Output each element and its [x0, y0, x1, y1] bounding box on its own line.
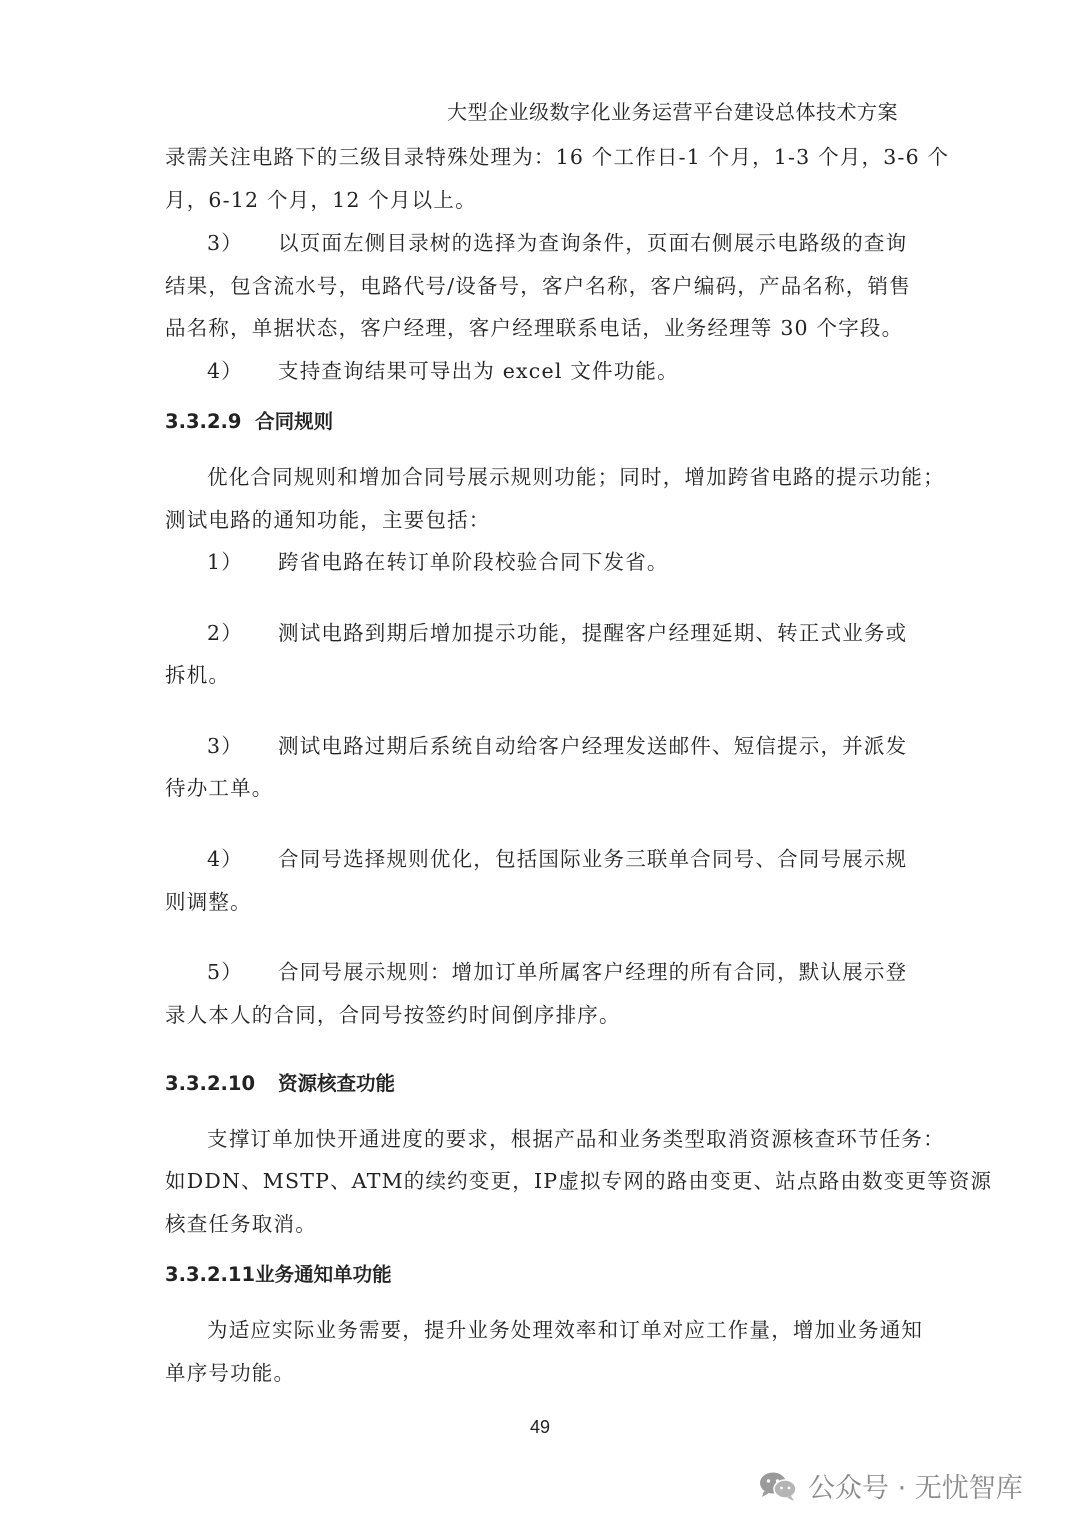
paragraph-line: 如DDN、MSTP、ATM的续约变更，IP虚拟专网的路由变更、站点路由数变更等资源: [165, 1169, 993, 1193]
wechat-icon: [758, 1470, 798, 1502]
list-item: [207, 616, 920, 646]
page-header-title: 大型企业级数字化业务运营平台建设总体技术方案: [447, 100, 898, 124]
section-title: 合同规则: [255, 410, 334, 433]
list-item: [207, 545, 920, 575]
list-item-number: 4）: [207, 847, 243, 871]
list-item-text: 支持查询结果可导出为 excel 文件功能。: [278, 359, 679, 383]
paragraph-line: 单序号功能。: [165, 1361, 296, 1385]
paragraph-line: 为适应实际业务需要，提升业务处理效率和订单对应工作量，增加业务通知: [207, 1318, 924, 1342]
section-number: 3.3.2.9: [165, 410, 242, 433]
body-line: 月，6-12 个月，12 个月以上。: [165, 188, 477, 212]
list-item-number: 3）: [207, 231, 243, 255]
paragraph-line: 支撑订单加快开通进度的要求，根据产品和业务类型取消资源核查环节任务：: [207, 1127, 945, 1151]
body-line: 结果，包含流水号，电路代号/设备号，客户名称，客户编码，产品名称，销售: [165, 274, 911, 298]
body-line: 录需关注电路下的三级目录特殊处理为：16 个工作日-1 个月，1-3 个月，3-6 个: [165, 145, 950, 169]
section-title: 资源核查功能: [278, 1072, 396, 1095]
list-item-continuation: 拆机。: [165, 663, 231, 687]
list-item: [207, 729, 920, 759]
list-item: [207, 354, 920, 384]
paragraph-line: 核查任务取消。: [165, 1212, 317, 1236]
watermark: [758, 1466, 1023, 1505]
paragraph-line: 优化合同规则和增加合同号展示规则功能；同时，增加跨省电路的提示功能；: [207, 465, 945, 489]
section-heading: [165, 1068, 395, 1096]
section-number: 3.3.2.11: [165, 1263, 256, 1286]
section-heading: [165, 1259, 392, 1287]
list-item-text: 测试电路过期后系统自动给客户经理发送邮件、短信提示，并派发: [278, 734, 908, 758]
list-item-number: 5）: [207, 960, 243, 984]
section-title: 业务通知单功能: [255, 1263, 392, 1286]
list-item-text: 以页面左侧目录树的选择为查询条件，页面右侧展示电路级的查询: [278, 231, 908, 255]
list-item-text: 合同号展示规则：增加订单所属客户经理的所有合同，默认展示登: [278, 960, 908, 984]
list-item: [207, 842, 920, 872]
body-line: 品名称，单据状态，客户经理，客户经理联系电话，业务经理等 30 个字段。: [165, 316, 904, 340]
list-item-continuation: 则调整。: [165, 890, 252, 914]
watermark-text: 公众号 · 无忧智库: [808, 1473, 1023, 1504]
list-item-number: 4）: [207, 359, 243, 383]
list-item-number: 3）: [207, 734, 243, 758]
page-number: 49: [529, 1417, 551, 1437]
list-item-text: 跨省电路在转订单阶段校验合同下发省。: [278, 550, 669, 574]
section-heading: [165, 406, 333, 434]
list-item-number: 1）: [207, 550, 243, 574]
paragraph-line: 测试电路的通知功能，主要包括：: [165, 508, 491, 532]
list-item-continuation: 待办工单。: [165, 776, 274, 800]
list-item-text: 合同号选择规则优化，包括国际业务三联单合同号、合同号展示规: [278, 847, 908, 871]
list-item-text: 测试电路到期后增加提示功能，提醒客户经理延期、转正式业务或: [278, 621, 908, 645]
list-item-continuation: 录人本人的合同，合同号按签约时间倒序排序。: [165, 1003, 621, 1027]
list-item: [207, 226, 920, 256]
list-item-number: 2）: [207, 621, 243, 645]
section-number: 3.3.2.10: [165, 1072, 256, 1095]
list-item: [207, 955, 920, 985]
